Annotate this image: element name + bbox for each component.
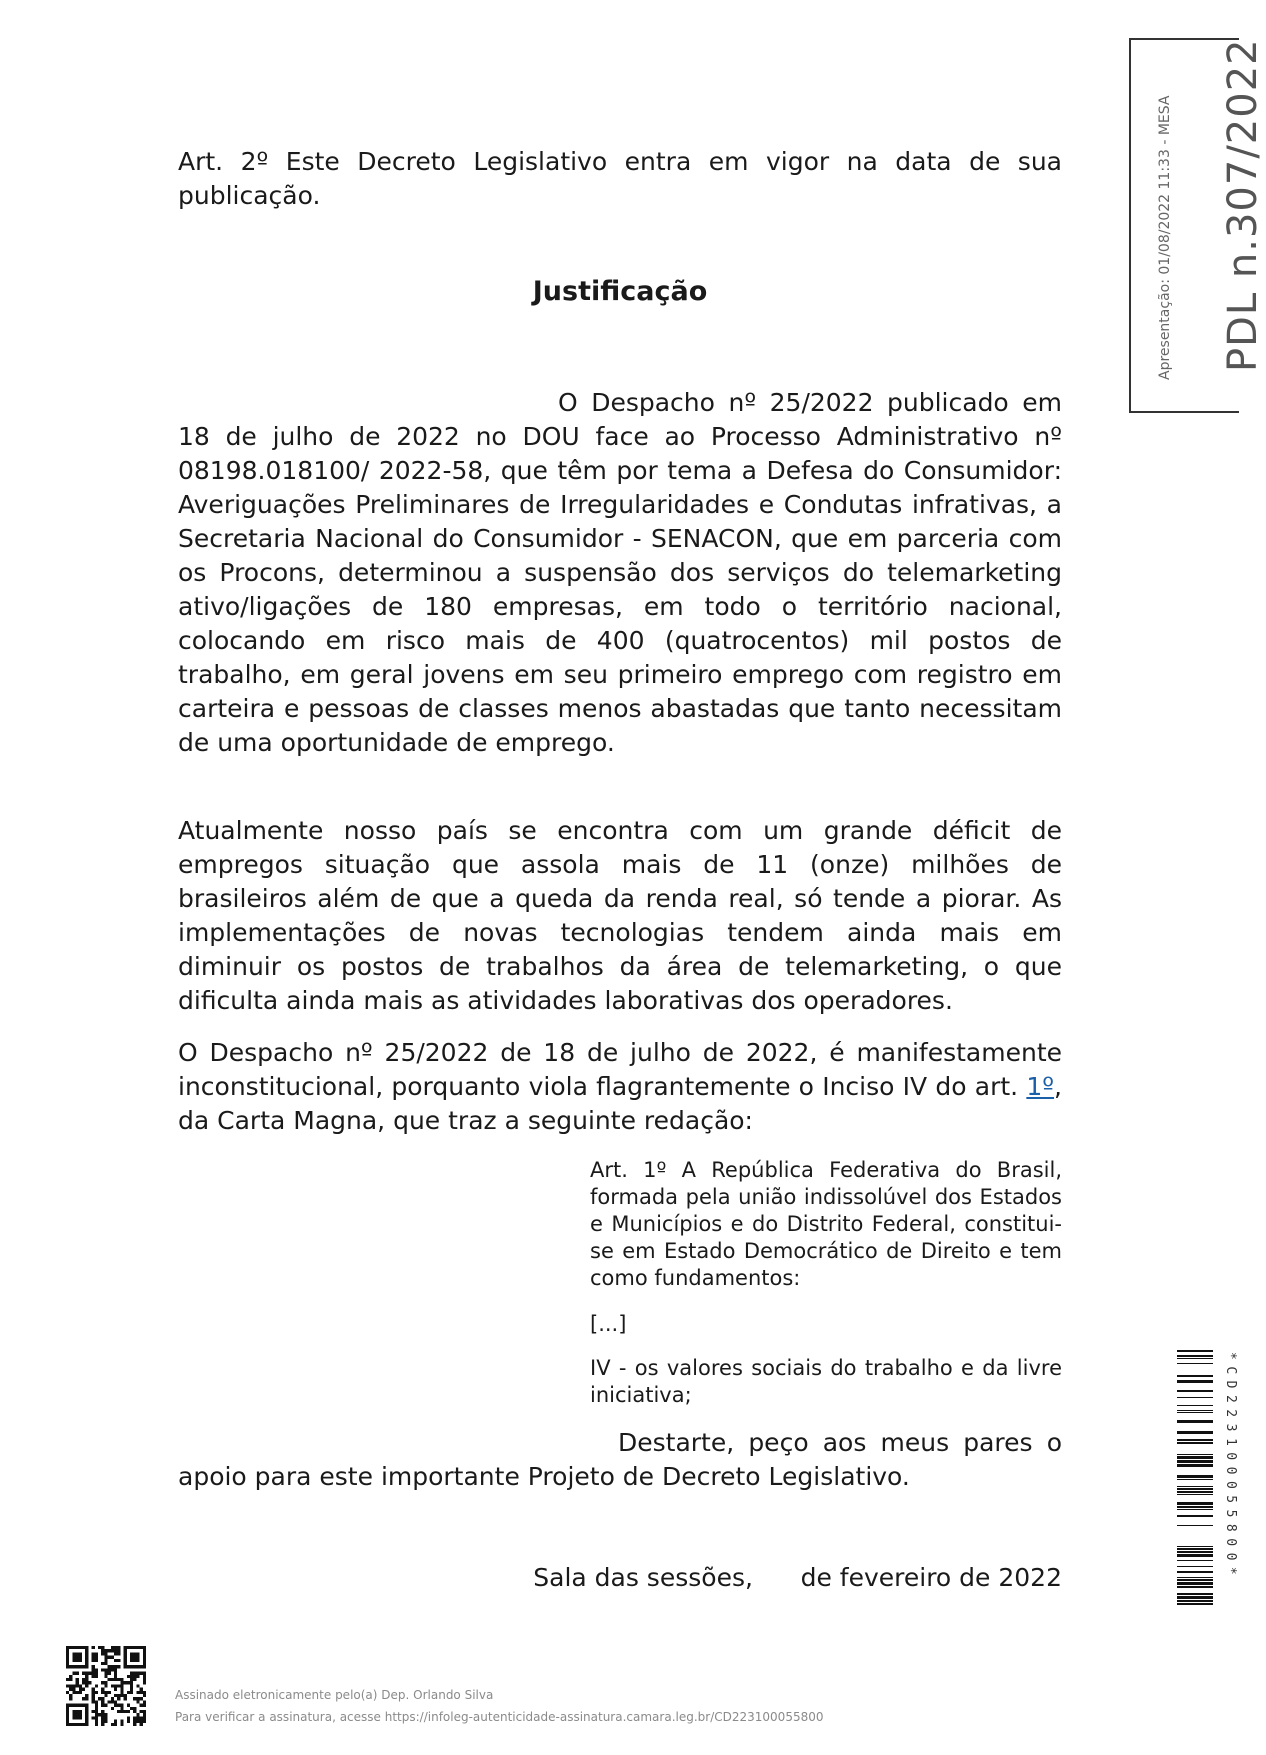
pdl-number: PDL n.307/2022: [1220, 38, 1266, 372]
justification-paragraph-1: O Despacho nº 25/2022 publicado em 18 de julho de 2022 no DOU face ao Processo Administrativo nº 08198.018100/ 2022-58, que têm por tema a Defesa do Consumidor: Averiguações Preliminares de Irregularidades e Condutas infrativas, a Secretaria Nacional do Consumidor - SENACON, que em parceria com os Procons, determinou a suspensão dos serviços do telemarketing ativo/ligações de 180 empresas, em todo o território nacional, colocando em risco mais de 400 (quatrocentos) mil postos de trabalho, em geral jovens em seu primeiro emprego com registro em carteira e pessoas de classes menos abastadas que tanto necessitam de uma oportunidade de emprego.: [178, 388, 1062, 757]
article-1-link[interactable]: 1º: [1026, 1072, 1055, 1101]
constitution-quote-item-iv: IV - os valores sociais do trabalho e da livre iniciativa;: [590, 1356, 1062, 1407]
paragraph-3-text-b: , da Carta Magna, que traz a seguinte redação:: [178, 1072, 1062, 1135]
constitution-quote-ellipsis: [...]: [590, 1312, 627, 1336]
qr-code-icon: [66, 1646, 146, 1726]
article-2: Art. 2º Este Decreto Legislativo entra em vigor na data de sua publicação.: [178, 147, 1062, 210]
constitution-quote-article-1: Art. 1º A República Federativa do Brasil, formada pela união indissolúvel dos Estados e Municípios e do Distrito Federal, constitui-se em Estado Democrático de Direito e tem como fundamentos:: [590, 1158, 1062, 1290]
paragraph-3-text-a: O Despacho nº 25/2022 de 18 de julho de 2022, é manifestamente inconstitucional, porquanto viola flagrantemente o Inciso IV do art.: [178, 1038, 1062, 1101]
justification-paragraph-3: [178, 1036, 1062, 1138]
session-date-line: Sala das sessões, de fevereiro de 2022: [533, 1563, 1062, 1592]
signature-notice: Assinado eletronicamente pelo(a) Dep. Orlando Silva: [175, 1688, 494, 1702]
justification-paragraph-2: Atualmente nosso país se encontra com um grande déficit de empregos situação que assola mais de 11 (onze) milhões de brasileiros além de que a queda da renda real, só tende a piorar. As implementações de novas tecnologias tendem ainda mais em diminuir os postos de trabalhos da área de telemarketing, o que dificulta ainda mais as atividades laborativas dos operadores.: [178, 816, 1062, 1015]
verification-notice: Para verificar a assinatura, acesse https://infoleg-autenticidade-assinatura.camara.leg.br/CD223100055800: [175, 1710, 824, 1724]
presentation-date: Apresentação: 01/08/2022 11:33 - MESA: [1157, 95, 1173, 380]
barcode-code: *CD223100055800*: [1223, 1352, 1238, 1582]
closing-request-paragraph: Destarte, peço aos meus pares o apoio para este importante Projeto de Decreto Legislativo.: [178, 1428, 1062, 1491]
barcode-graphic: [1177, 1350, 1213, 1605]
justification-heading: Justificação: [532, 276, 708, 307]
